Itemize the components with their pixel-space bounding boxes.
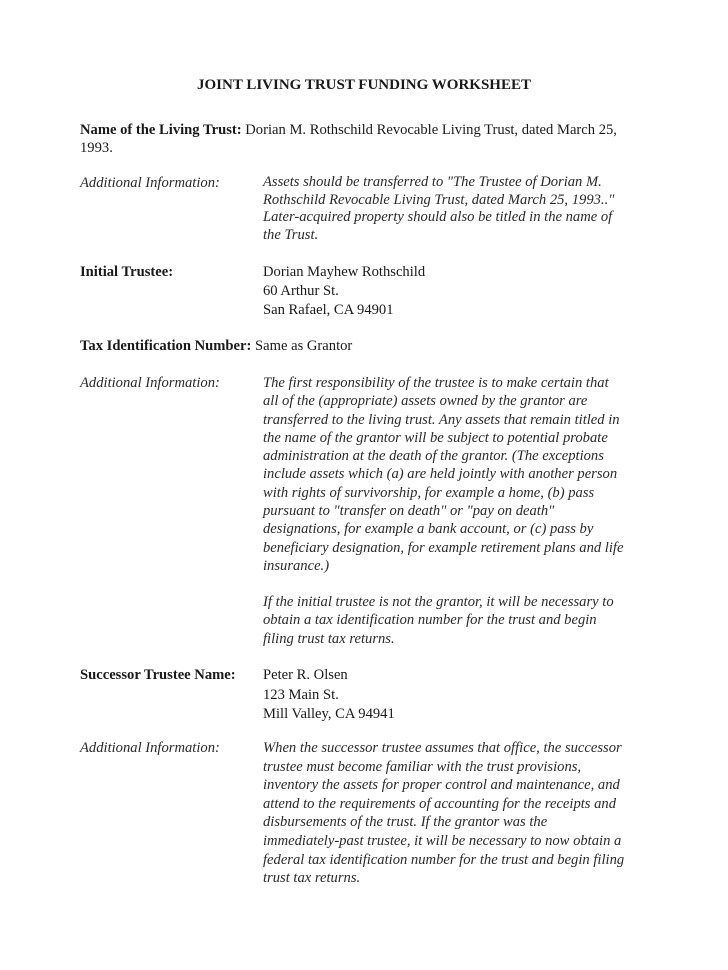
- additional-info-label-1: Additional Information:: [80, 175, 220, 191]
- text-line: trustee must become familiar with the trust provisions,: [263, 758, 582, 775]
- text-line: all of the (appropriate) assets owned by the grantor are: [263, 393, 588, 410]
- text-line: the name of the grantor will be subject to potential probate: [263, 429, 608, 446]
- text-line: pursuant to "transfer on death" or "pay on death": [263, 503, 555, 520]
- text-line: transferred to the living trust. Any assets that remain titled in: [263, 411, 620, 428]
- text-line: If the initial trustee is not the grantor, it will be necessary to: [263, 594, 614, 610]
- trustee-street: 60 Arthur St.: [263, 283, 339, 299]
- successor-trustee-address: [263, 666, 395, 725]
- trust-name-label: Name of the Living Trust:: [80, 122, 242, 138]
- tax-id-value: Same as Grantor: [255, 338, 353, 354]
- initial-trustee-address: [263, 263, 425, 320]
- trust-name-section: [80, 121, 617, 157]
- text-line: insurance.): [263, 557, 330, 574]
- trustee-name: Dorian Mayhew Rothschild: [263, 264, 426, 280]
- text-line: When the successor trustee assumes that office, the successor: [263, 740, 622, 756]
- text-line: obtain a tax identification number for the trust and begin: [263, 612, 597, 629]
- text-line: the Trust.: [263, 227, 319, 244]
- text-line: beneficiary designation, for example retirement plans and life: [263, 539, 624, 556]
- text-line: Later-acquired property should also be titled in the name of: [263, 209, 613, 226]
- document-title: JOINT LIVING TRUST FUNDING WORKSHEET: [197, 77, 531, 93]
- successor-trustee-label: Successor Trustee Name:: [80, 667, 236, 683]
- text-line: disbursements of the trust. If the grantor was the: [263, 814, 548, 831]
- successor-street: 123 Main St.: [263, 686, 339, 703]
- additional-info-text-3: [263, 739, 624, 888]
- text-line: administration at the death of the grantor. (The exceptions: [263, 448, 604, 465]
- text-line: filing trust tax returns.: [263, 630, 395, 647]
- successor-city: Mill Valley, CA 94941: [263, 706, 395, 722]
- tax-id-section: [80, 337, 352, 355]
- successor-name: Peter R. Olsen: [263, 667, 348, 683]
- tax-id-label: Tax Identification Number:: [80, 338, 252, 354]
- additional-info-text-1: [263, 174, 614, 245]
- text-line: trust tax returns.: [263, 870, 361, 887]
- trustee-city: San Rafael, CA 94901: [263, 302, 394, 318]
- additional-info-label-3: Additional Information:: [80, 740, 220, 756]
- trust-name-value-cont: 1993.: [80, 140, 113, 156]
- text-line: immediately-past trustee, it will be necessary to now obtain a: [263, 832, 622, 849]
- additional-info-label-2: Additional Information:: [80, 375, 220, 391]
- trust-name-value: Dorian M. Rothschild Revocable Living Trust, dated March 25,: [245, 122, 617, 138]
- text-line: The first responsibility of the trustee is to make certain that: [263, 375, 609, 391]
- text-line: inventory the assets for proper control and maintenance, and: [263, 777, 620, 794]
- text-line: attend to the requirements of accounting for the receipts and: [263, 795, 617, 812]
- text-line: Assets should be transferred to "The Trustee of Dorian M.: [263, 174, 602, 190]
- additional-info-text-2b: [263, 593, 614, 648]
- additional-info-text-2: [263, 374, 623, 575]
- initial-trustee-label: Initial Trustee:: [80, 264, 174, 280]
- text-line: include assets which (a) are held jointly with another person: [263, 466, 618, 483]
- text-line: Rothschild Revocable Living Trust, dated March 25, 1993..": [263, 191, 615, 208]
- text-line: with rights of survivorship, for example a home, (b) pass: [263, 484, 595, 501]
- text-line: designations, for example a bank account, or (c) pass by: [263, 521, 594, 538]
- text-line: federal tax identification number for the trust and begin filing: [263, 851, 625, 868]
